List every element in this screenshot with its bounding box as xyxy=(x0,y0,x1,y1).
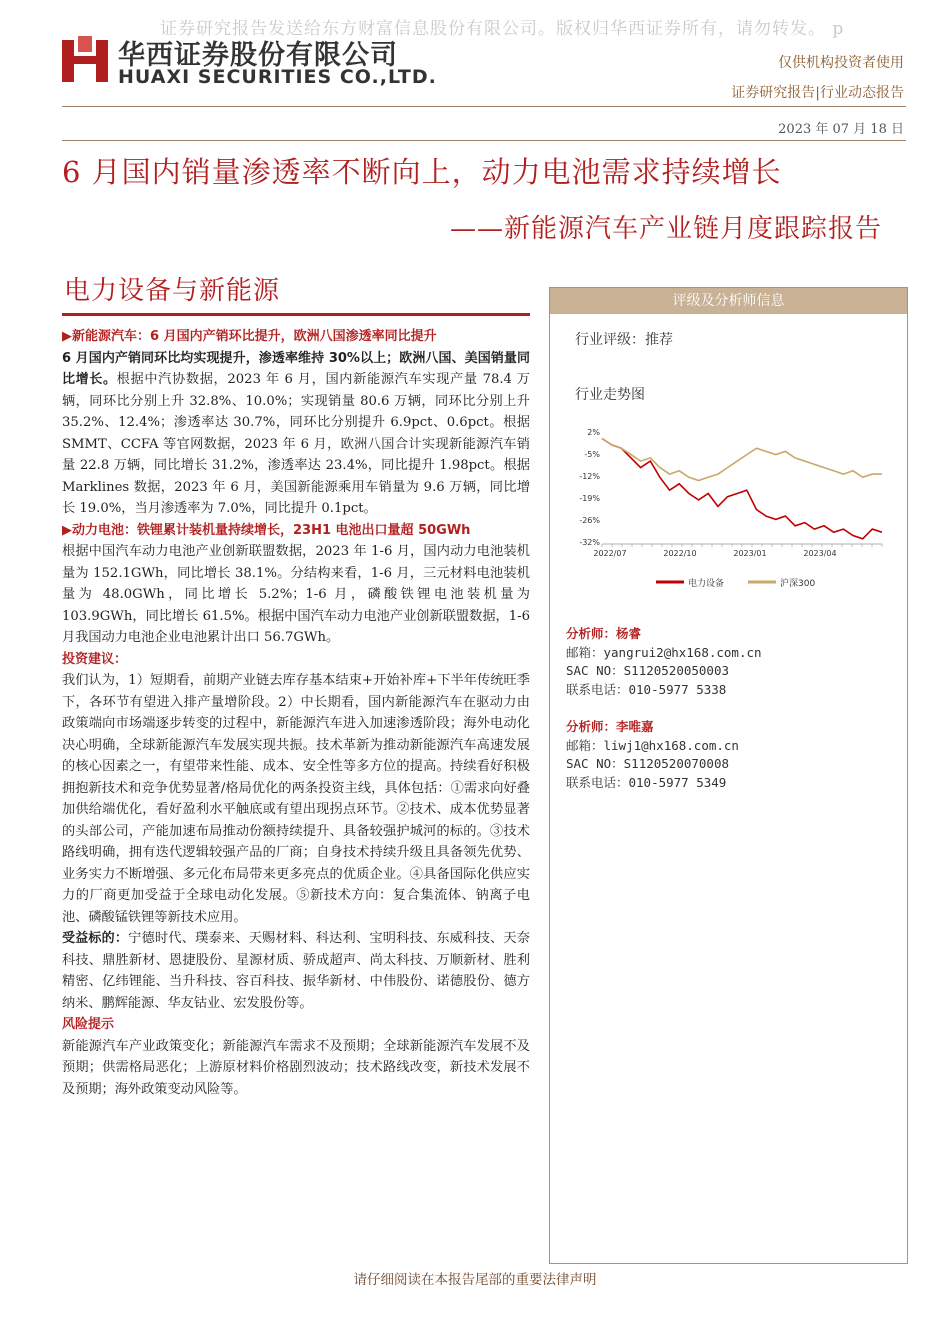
company-name-en: HUAXI SECURITIES CO.,LTD. xyxy=(118,66,437,88)
x-tick-label: 2022/10 xyxy=(663,549,697,558)
company-name-cn: 华西证券股份有限公司 xyxy=(118,40,398,71)
series-line-1 xyxy=(602,439,882,539)
series-line-2 xyxy=(602,439,882,481)
watermark: 证券研究报告发送给东方财富信息股份有限公司。版权归华西证券所有，请勿转发。 p xyxy=(160,19,845,39)
investor-tag: 仅供机构投资者使用 xyxy=(778,55,904,71)
x-tick-label: 2022/07 xyxy=(593,549,627,558)
x-tick-label: 2023/04 xyxy=(803,549,837,558)
y-tick-label: -5% xyxy=(584,450,600,459)
report-body xyxy=(62,326,530,1100)
analyst-2-email[interactable]: 邮箱：liwj1@hx168.com.cn xyxy=(566,737,739,753)
nev-paragraph: 根据中汽协数据，2023 年 6 月，国内新能源汽车实现产量 78.4 万辆，同环比分别上升 32.8%、10.0%；实现销量 80.6 万辆，同环比分别上升 35.2%、12.4%；渗透率达 30.7%，同环比分别提升 6.9pct、0.6pct。根据 SMMT、CCFA 等官网数据，2023 年 6 月，欧洲八国合计实现新能源汽车销量 22.8 万辆，同比增长 31.2%，渗透率达 23.4%，同比提升 1.98pct。根据 Marklines 数据，2023 年 6 月，美国新能源乘用车销量为 9.6 万辆，同比增长 19.0%，当月渗透率为 7.0%，同比提升 0.1pct。 xyxy=(62,372,530,516)
heading-nev: ▶新能源汽车：6 月国内产销环比提升，欧洲八国渗透率同比提升 xyxy=(62,329,437,344)
nev-summary: 6 月国内产销同环比均实现提升，渗透率维持 30%以上；欧洲八国、美国销量同比增长。 xyxy=(62,350,530,387)
heading-risk: 风险提示 xyxy=(62,1017,115,1032)
legend-label: 沪深300 xyxy=(780,579,816,589)
analyst-2-name: 分析师：李唯嘉 xyxy=(566,719,654,734)
section-underline xyxy=(62,313,530,316)
analyst-1-sac: SAC NO：S1120520050003 xyxy=(566,663,730,678)
analyst-1 xyxy=(566,625,896,699)
beneficiaries-list: 宁德时代、璞泰来、天赐材料、科达利、宝明科技、东威科技、天奈科技、鼎胜新材、恩捷股份、星源材质、骄成超声、尚太科技、万顺新材、胜利精密、亿纬锂能、当升科技、容百科技、振华新材、中伟股份、诺德股份、德方纳米、鹏辉能源、华友钴业、宏发股份等。 xyxy=(62,931,530,1011)
analyst-1-email[interactable]: 邮箱：yangrui2@hx168.com.cn xyxy=(566,644,762,660)
y-tick-label: -12% xyxy=(579,472,600,481)
legend-label: 电力设备 xyxy=(688,579,725,589)
analyst-1-name: 分析师：杨睿 xyxy=(566,626,642,641)
y-tick-label: -19% xyxy=(579,494,600,503)
y-tick-label: -26% xyxy=(579,516,600,525)
battery-paragraph: 根据中国汽车动力电池产业创新联盟数据，2023 年 1-6 月，国内动力电池装机量为 152.1GWh，同比增长 38.1%。分结构来看，1-6 月，三元材料电池装机量为 48.0GWh，同比增长 5.2%；1-6 月，磷酸铁锂电池装机量为 103.9GWh，同比增长 61.5%。根据中国汽车动力电池产业创新联盟数据，1-6 月我国动力电池企业电池累计出口 56.7GWh。 xyxy=(62,544,530,645)
y-tick-label: -32% xyxy=(579,538,600,547)
heading-investment: 投资建议： xyxy=(62,651,128,667)
trend-chart-label: 行业走势图 xyxy=(575,387,645,403)
analyst-2 xyxy=(566,718,896,792)
investment-paragraph: 我们认为，1）短期看，前期产业链去库存基本结束+开始补库+下半年传统旺季下，各环节有望进入排产量增阶段。2）中长期看，国内新能源汽车在驱动力由政策端向市场端逐步转变的过程中，新能源汽车进入加速渗透阶段；海外电动化决心明确，全球新能源汽车发展实现共振。技术革新为推动新能源汽车高速发展的核心因素之一，有望带来性能、成本、安全性等多方位的提高。持续看好积极拥抱新技术和竞争优势显著/格局优化的两条投资主线，具体包括：①需求向好叠加供给端优化，看好盈利水平触底或有望出现拐点环节。②技术、成本优势显著的头部公司，产能加速布局推动份额持续提升、具备较强护城河的标的。③技术路线明确，拥有迭代逻辑较强产品的厂商；自身技术持续升级且具备领先优势、业务实力不断增强、多元化布局带来更多亮点的优质企业。④具备国际化供应实力的厂商更加受益于全球电动化发展。⑤新技术方向：复合集流体、钠离子电池、磷酸锰铁锂等新技术应用。 xyxy=(62,673,530,925)
report-date: 2023 年 07 月 18 日 xyxy=(778,122,904,137)
risk-paragraph: 新能源汽车产业政策变化；新能源汽车需求不及预期；全球新能源汽车发展不及预期；供需格局恶化；上游原材料价格剧烈波动；技术路线改变，新技术发展不及预期；海外政策变动风险等。 xyxy=(62,1038,530,1097)
beneficiaries-label: 受益标的： xyxy=(62,931,129,946)
report-type: 证券研究报告|行业动态报告 xyxy=(731,85,904,101)
title-divider xyxy=(62,140,906,141)
x-tick-label: 2023/01 xyxy=(733,549,767,558)
industry-rating: 行业评级：推荐 xyxy=(575,332,673,348)
header-divider xyxy=(62,106,906,107)
report-title: 6 月国内销量渗透率不断向上，动力电池需求持续增长 xyxy=(62,155,782,189)
legal-notice-footer: 请仔细阅读在本报告尾部的重要法律声明 xyxy=(353,1272,597,1288)
huaxi-logo-icon xyxy=(62,36,108,82)
sidebar-header: 评级及分析师信息 xyxy=(550,288,907,314)
report-subtitle: ——新能源汽车产业链月度跟踪报告 xyxy=(449,214,882,244)
analyst-2-phone: 联系电话：010-5977 5349 xyxy=(566,774,727,790)
heading-battery: ▶动力电池：铁锂累计装机量持续增长，23H1 电池出口量超 50GWh xyxy=(62,522,471,538)
industry-section-title: 电力设备与新能源 xyxy=(64,276,281,306)
industry-trend-chart xyxy=(560,420,900,610)
analyst-1-phone: 联系电话：010-5977 5338 xyxy=(566,681,727,697)
analyst-2-sac: SAC NO：S1120520070008 xyxy=(566,756,730,771)
y-tick-label: 2% xyxy=(587,428,600,437)
